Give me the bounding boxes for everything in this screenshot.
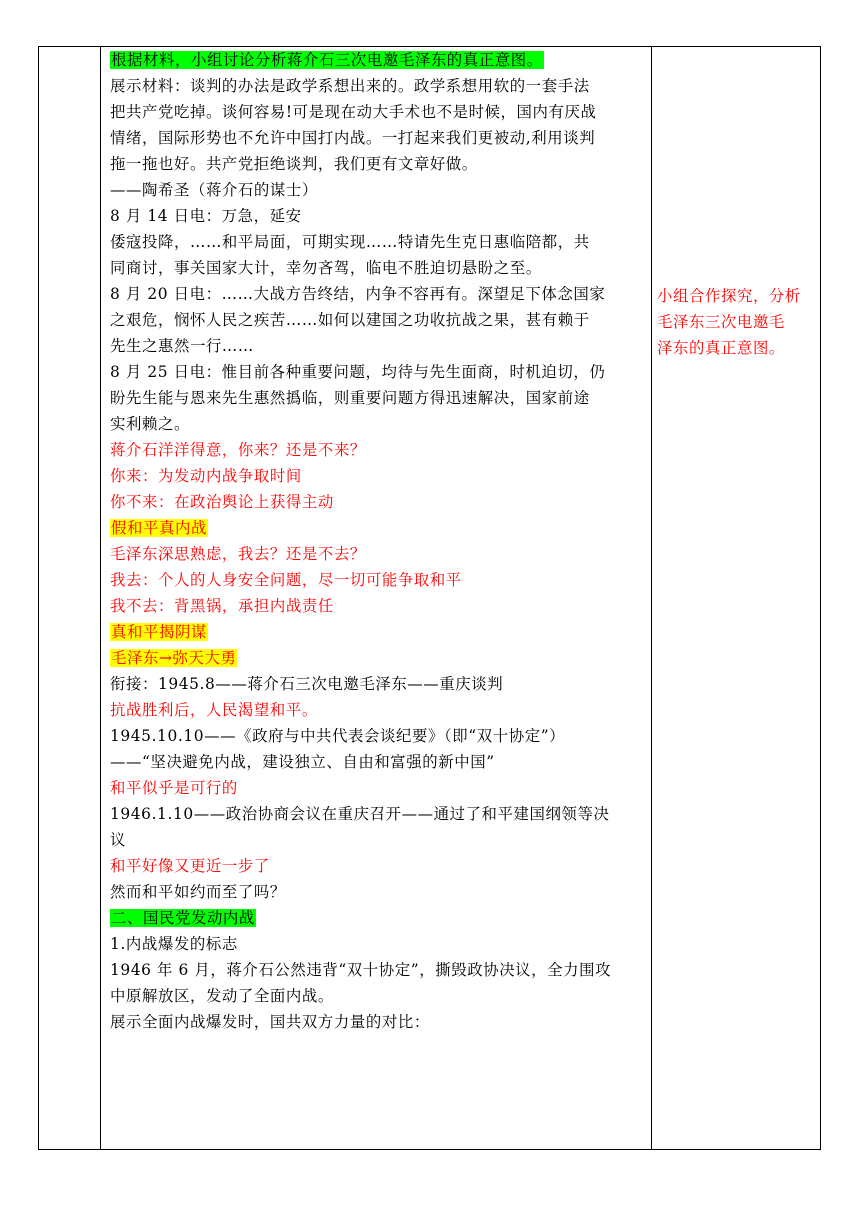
content-text: 先生之惠然一行…… [110, 337, 254, 355]
content-line [110, 359, 605, 385]
teacher-note: 抗战胜利后，人民渴望和平。 [110, 701, 318, 719]
activity-text: 毛泽东三次电邀毛 [657, 313, 785, 331]
content-line [110, 853, 270, 879]
content-line [110, 723, 565, 749]
teacher-note: 和平似乎是可行的 [110, 779, 238, 797]
teacher-note: 毛泽东深思熟虑，我去？还是不去？ [110, 545, 366, 563]
content-line [110, 827, 126, 853]
content-line [110, 47, 544, 73]
content-text: 把共产党吃掉。谈何容易!可是现在动大手术也不是时候，国内有厌战 [110, 103, 597, 121]
content-text: 1945.10.10——《政府与中共代表会谈纪要》（即“双十协定”） [110, 727, 566, 745]
content-text: ——“坚决避免内战，建设独立、自由和富强的新中国” [110, 753, 495, 771]
content-line [110, 593, 334, 619]
content-line [110, 567, 462, 593]
highlighted-heading: 根据材料，小组讨论分析蒋介石三次电邀毛泽东的真正意图。 [111, 51, 543, 69]
content-text: 然而和平如约而至了吗？ [110, 883, 286, 901]
content-line [110, 671, 503, 697]
content-line [110, 307, 590, 333]
key-conclusion: 真和平揭阴谋 [111, 623, 207, 641]
content-text: 之艰危，悯怀人民之疾苦……如何以建国之功收抗战之果，甚有赖于 [110, 311, 590, 329]
content-line [110, 489, 334, 515]
content-line [110, 957, 611, 983]
content-text: 1.内战爆发的标志 [110, 935, 238, 953]
content-line [110, 983, 334, 1009]
teacher-note: 我不去：背黑锅，承担内战责任 [110, 597, 334, 615]
content-line [110, 645, 237, 671]
teacher-note: 我去：个人的人身安全问题，尽一切可能争取和平 [110, 571, 462, 589]
content-line [110, 749, 495, 775]
content-line [110, 541, 366, 567]
content-line [110, 879, 286, 905]
content-text: 1946 年 6 月，蒋介石公然违背“双十协定”，撕毁政协决议，全力围攻 [110, 961, 612, 979]
teacher-note: 蒋介石洋洋得意，你来？还是不来？ [110, 441, 366, 459]
content-line [110, 463, 302, 489]
content-text: 中原解放区，发动了全面内战。 [110, 987, 334, 1005]
content-line [110, 697, 318, 723]
content-line [110, 99, 597, 125]
content-line [110, 515, 208, 541]
content-line [110, 203, 302, 229]
key-conclusion: 毛泽东→弥天大勇 [111, 649, 237, 667]
content-text: 1946.1.10——政治协商会议在重庆召开——通过了和平建国纲领等决 [110, 805, 610, 823]
content-line [110, 437, 366, 463]
content-text: 情绪，国际形势也不允许中国打内战。一打起来我们更被动,利用谈判 [110, 129, 596, 147]
content-text: 同商讨，事关国家大计，幸勿吝驾，临电不胜迫切悬盼之至。 [110, 259, 542, 277]
teacher-note: 你来：为发动内战争取时间 [110, 467, 302, 485]
content-text: 8 月 25 日电：惟目前各种重要问题，均待与先生面商，时机迫切，仍 [110, 363, 606, 381]
content-line [110, 619, 208, 645]
content-text: 8 月 20 日电：……大战方告终结，内争不容再有。深望足下体念国家 [110, 285, 606, 303]
lesson-table [38, 46, 821, 1150]
content-line [110, 775, 238, 801]
content-text: 实利赖之。 [110, 415, 190, 433]
content-line [110, 73, 590, 99]
content-text: 8 月 14 日电：万急，延安 [110, 207, 302, 225]
content-line [110, 255, 542, 281]
content-text: 衔接：1945.8——蒋介石三次电邀毛泽东——重庆谈判 [110, 675, 504, 693]
content-line [110, 151, 478, 177]
content-text: ——陶希圣（蒋介石的谋士） [110, 181, 318, 199]
content-line [110, 931, 238, 957]
column-divider-left [100, 47, 101, 1149]
highlighted-heading: 二、国民党发动内战 [111, 909, 255, 927]
content-line [110, 177, 318, 203]
content-line [110, 905, 256, 931]
content-line [110, 411, 190, 437]
teacher-note: 你不来：在政治舆论上获得主动 [110, 493, 334, 511]
teacher-note: 和平好像又更近一步了 [110, 857, 270, 875]
content-line [110, 281, 605, 307]
content-text: 盼先生能与恩来先生惠然撝临，则重要问题方得迅速解决，国家前途 [110, 389, 590, 407]
content-text: 拖一拖也好。共产党拒绝谈判，我们更有文章好做。 [110, 155, 478, 173]
activity-text: 泽东的真正意图。 [657, 339, 785, 357]
content-line [110, 1009, 430, 1035]
content-line [110, 125, 595, 151]
content-line [110, 385, 590, 411]
key-conclusion: 假和平真内战 [111, 519, 207, 537]
content-text: 展示材料：谈判的办法是政学系想出来的。政学系想用软的一套手法 [110, 77, 590, 95]
content-text: 倭寇投降，……和平局面，可期实现……特请先生克日惠临陪都，共 [110, 233, 590, 251]
content-line [110, 801, 610, 827]
column-divider-right [651, 47, 652, 1149]
activity-text: 小组合作探究，分析 [657, 287, 801, 305]
content-text: 展示全面内战爆发时，国共双方力量的对比： [110, 1013, 430, 1031]
content-line [110, 333, 254, 359]
content-line [110, 229, 590, 255]
content-text: 议 [110, 831, 126, 849]
